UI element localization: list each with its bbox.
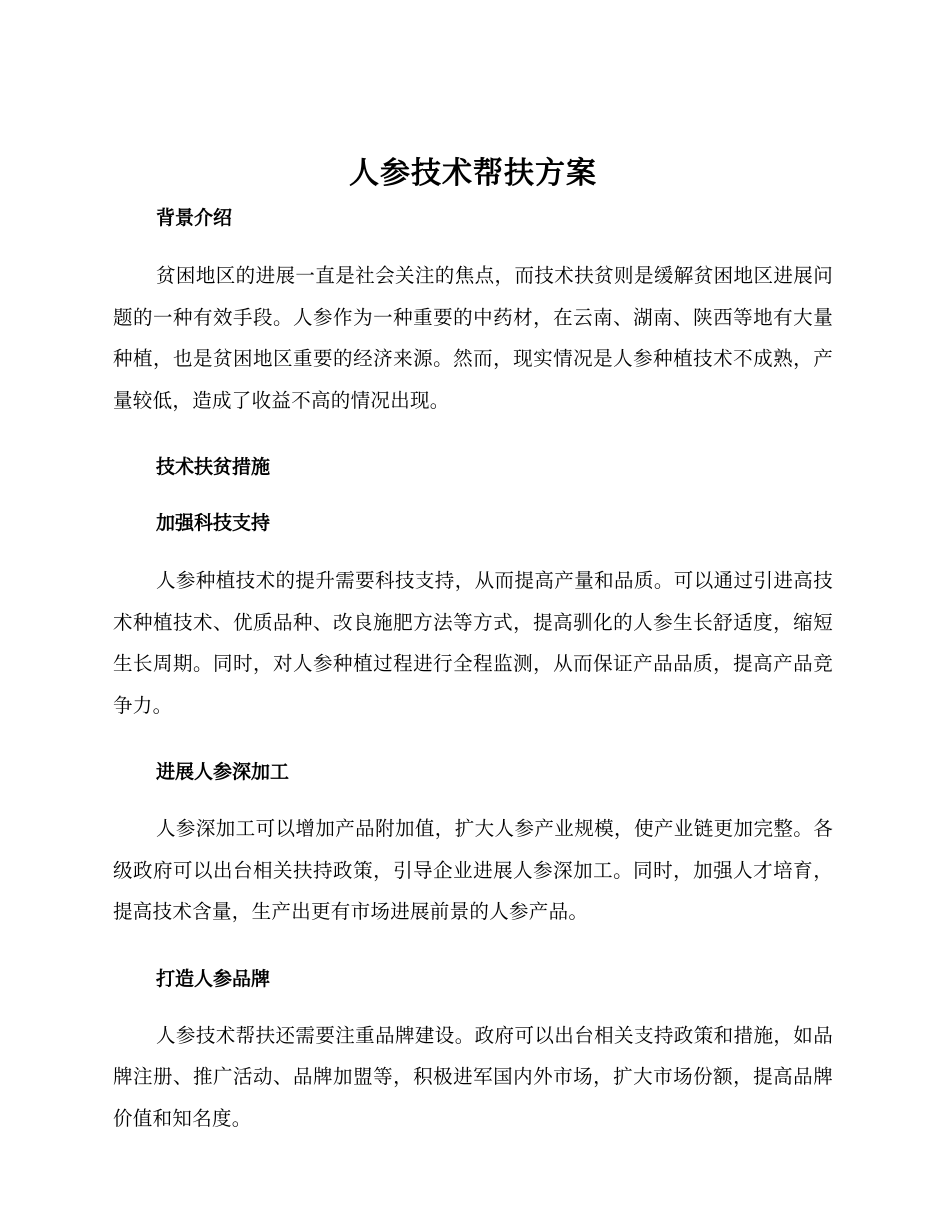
section-heading-deep-processing: 进展人参深加工 — [156, 761, 290, 783]
section-heading-measures: 技术扶贫措施 — [156, 456, 271, 478]
section-paragraph-deep-processing: 人参深加工可以增加产品附加值，扩大人参产业规模，使产业链更加完整。各级政府可以出台相关扶持政策，引导企业进展人参深加工。同时，加强人才培育，提高技术含量，生产出更有市场进展前景的人参产品。 — [113, 817, 833, 923]
document-body — [113, 148, 833, 1139]
section-heading-background: 背景介绍 — [156, 207, 233, 229]
section-paragraph-background: 贫困地区的进展一直是社会关注的焦点，而技术扶贫则是缓解贫困地区进展问题的一种有效手段。人参作为一种重要的中药材，在云南、湖南、陕西等地有大量种植，也是贫困地区重要的经济来源。然而，现实情况是人参种植技术不成熟，产量较低，造成了收益不高的情况出现。 — [113, 264, 833, 412]
section-heading-tech-support: 加强科技支持 — [156, 512, 271, 534]
section-paragraph-tech-support: 人参种植技术的提升需要科技支持，从而提高产量和品质。可以通过引进高技术种植技术、优质品种、改良施肥方法等方式，提高驯化的人参生长舒适度，缩短生长周期。同时，对人参种植过程进行全程监测，从而保证产品品质，提高产品竞争力。 — [113, 569, 833, 717]
section-paragraph-brand: 人参技术帮扶还需要注重品牌建设。政府可以出台相关支持政策和措施，如品牌注册、推广活动、品牌加盟等，积极进军国内外市场，扩大市场份额，提高品牌价值和知名度。 — [113, 1023, 833, 1130]
document-title: 人参技术帮扶方案 — [349, 156, 597, 191]
section-heading-brand: 打造人参品牌 — [156, 967, 271, 990]
